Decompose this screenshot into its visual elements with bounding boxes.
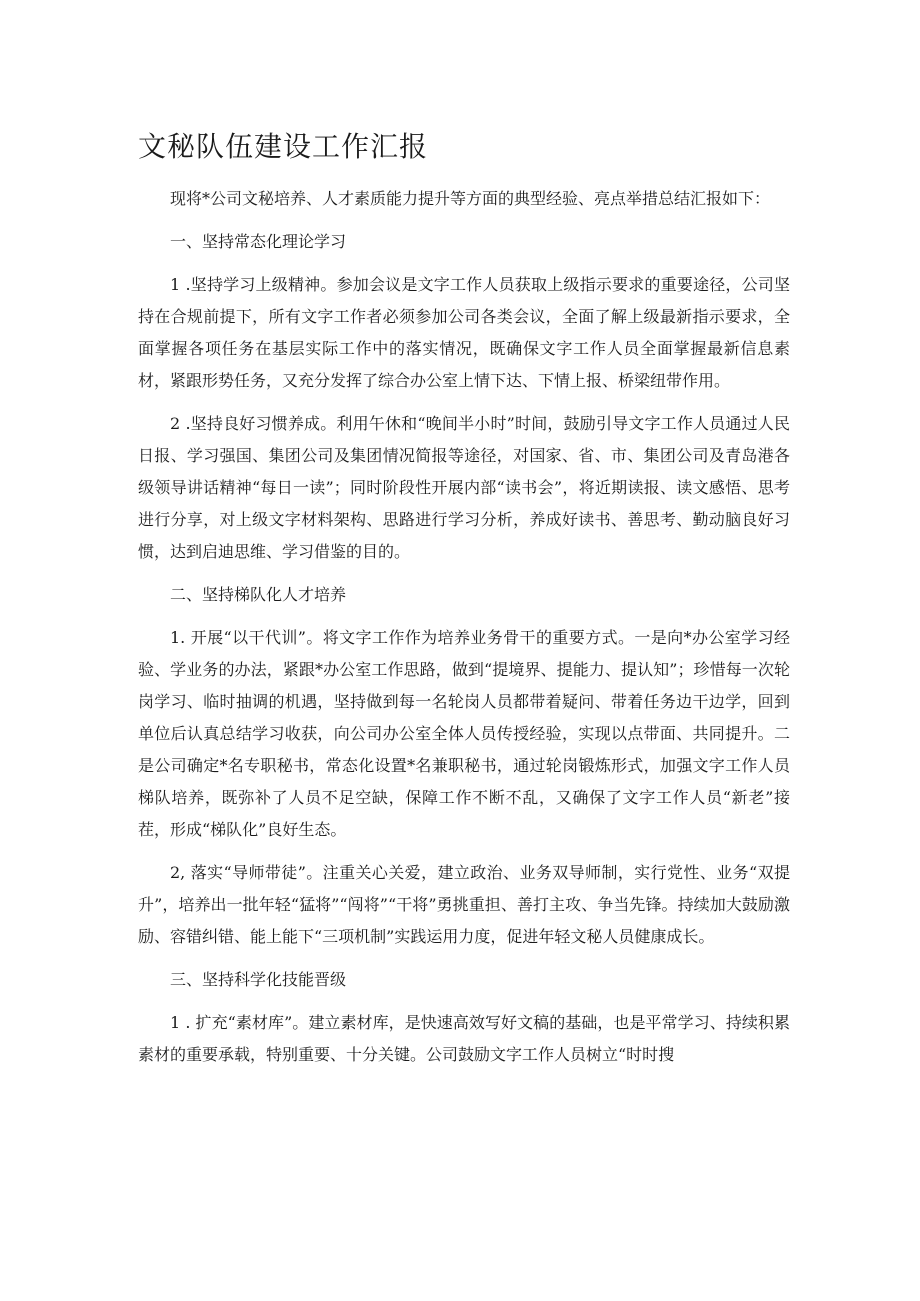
intro-paragraph: 现将*公司文秘培养、人才素质能力提升等方面的典型经验、亮点举措总结汇报如下： (170, 189, 771, 208)
section-heading-2: 二、坚持梯队化人才培养 (170, 585, 347, 604)
paragraph-3-1: 1 . 扩充“素材库”。建立素材库，是快速高效写好文稿的基础，也是平常学习、持续积累素材的重要承载，特别重要、十分关键。公司鼓励文字工作人员树立“时时搜 (138, 1013, 790, 1064)
document-body (138, 183, 790, 1082)
paragraph-1-1: 1 .坚持学习上级精神。参加会议是文字工作人员获取上级指示要求的重要途径，公司坚持在合规前提下，所有文字工作者必须参加公司各类会议，全面了解上级最新指示要求，全面掌握各项任务在基层实际工作中的落实情况，既确保文字工作人员全面掌握最新信息素材，紧跟形势任务，又充分发挥了综合办公室上情下达、下情上报、桥梁纽带作用。 (138, 275, 790, 390)
section-heading-1: 一、坚持常态化理论学习 (170, 232, 347, 251)
section-heading-3: 三、坚持科学化技能晋级 (170, 970, 347, 989)
document-title: 文秘队伍建设工作汇报 (138, 130, 429, 163)
paragraph-2-1: 1. 开展“以干代训”。将文字工作作为培养业务骨干的重要方式。一是向*办公室学习经验、学业务的办法，紧跟*办公室工作思路，做到“提境界、提能力、提认知”；珍惜每一次轮岗学习、临时抽调的机遇，坚持做到每一名轮岗人员都带着疑问、带着任务边干边学，回到单位后认真总结学习收获，向公司办公室全体人员传授经验，实现以点带面、共同提升。二是公司确定*名专职秘书，常态化设置*名兼职秘书，通过轮岗锻炼形式，加强文字工作人员梯队培养，既弥补了人员不足空缺，保障工作不断不乱，又确保了文字工作人员“新老”接茬，形成“梯队化”良好生态。 (138, 628, 790, 839)
paragraph-1-2: 2 .坚持良好习惯养成。利用午休和“晚间半小时”时间，鼓励引导文字工作人员通过人民日报、学习强国、集团公司及集团情况简报等途径，对国家、省、市、集团公司及青岛港各级领导讲话精神“每日一读”；同时阶段性开展内部“读书会”，将近期读报、读文感悟、思考进行分享，对上级文字材料架构、思路进行学习分析，养成好读书、善思考、勤动脑良好习惯，达到启迪思维、学习借鉴的目的。 (138, 414, 790, 561)
document-page (138, 0, 790, 1301)
paragraph-2-2: 2, 落实“导师带徒”。注重关心关爱，建立政治、业务双导师制，实行党性、业务“双提升”，培养出一批年轻“猛将”“闯将”“干将”勇挑重担、善打主攻、争当先锋。持续加大鼓励激励、容错纠错、能上能下“三项机制”实践运用力度，促进年轻文秘人员健康成长。 (138, 863, 790, 946)
